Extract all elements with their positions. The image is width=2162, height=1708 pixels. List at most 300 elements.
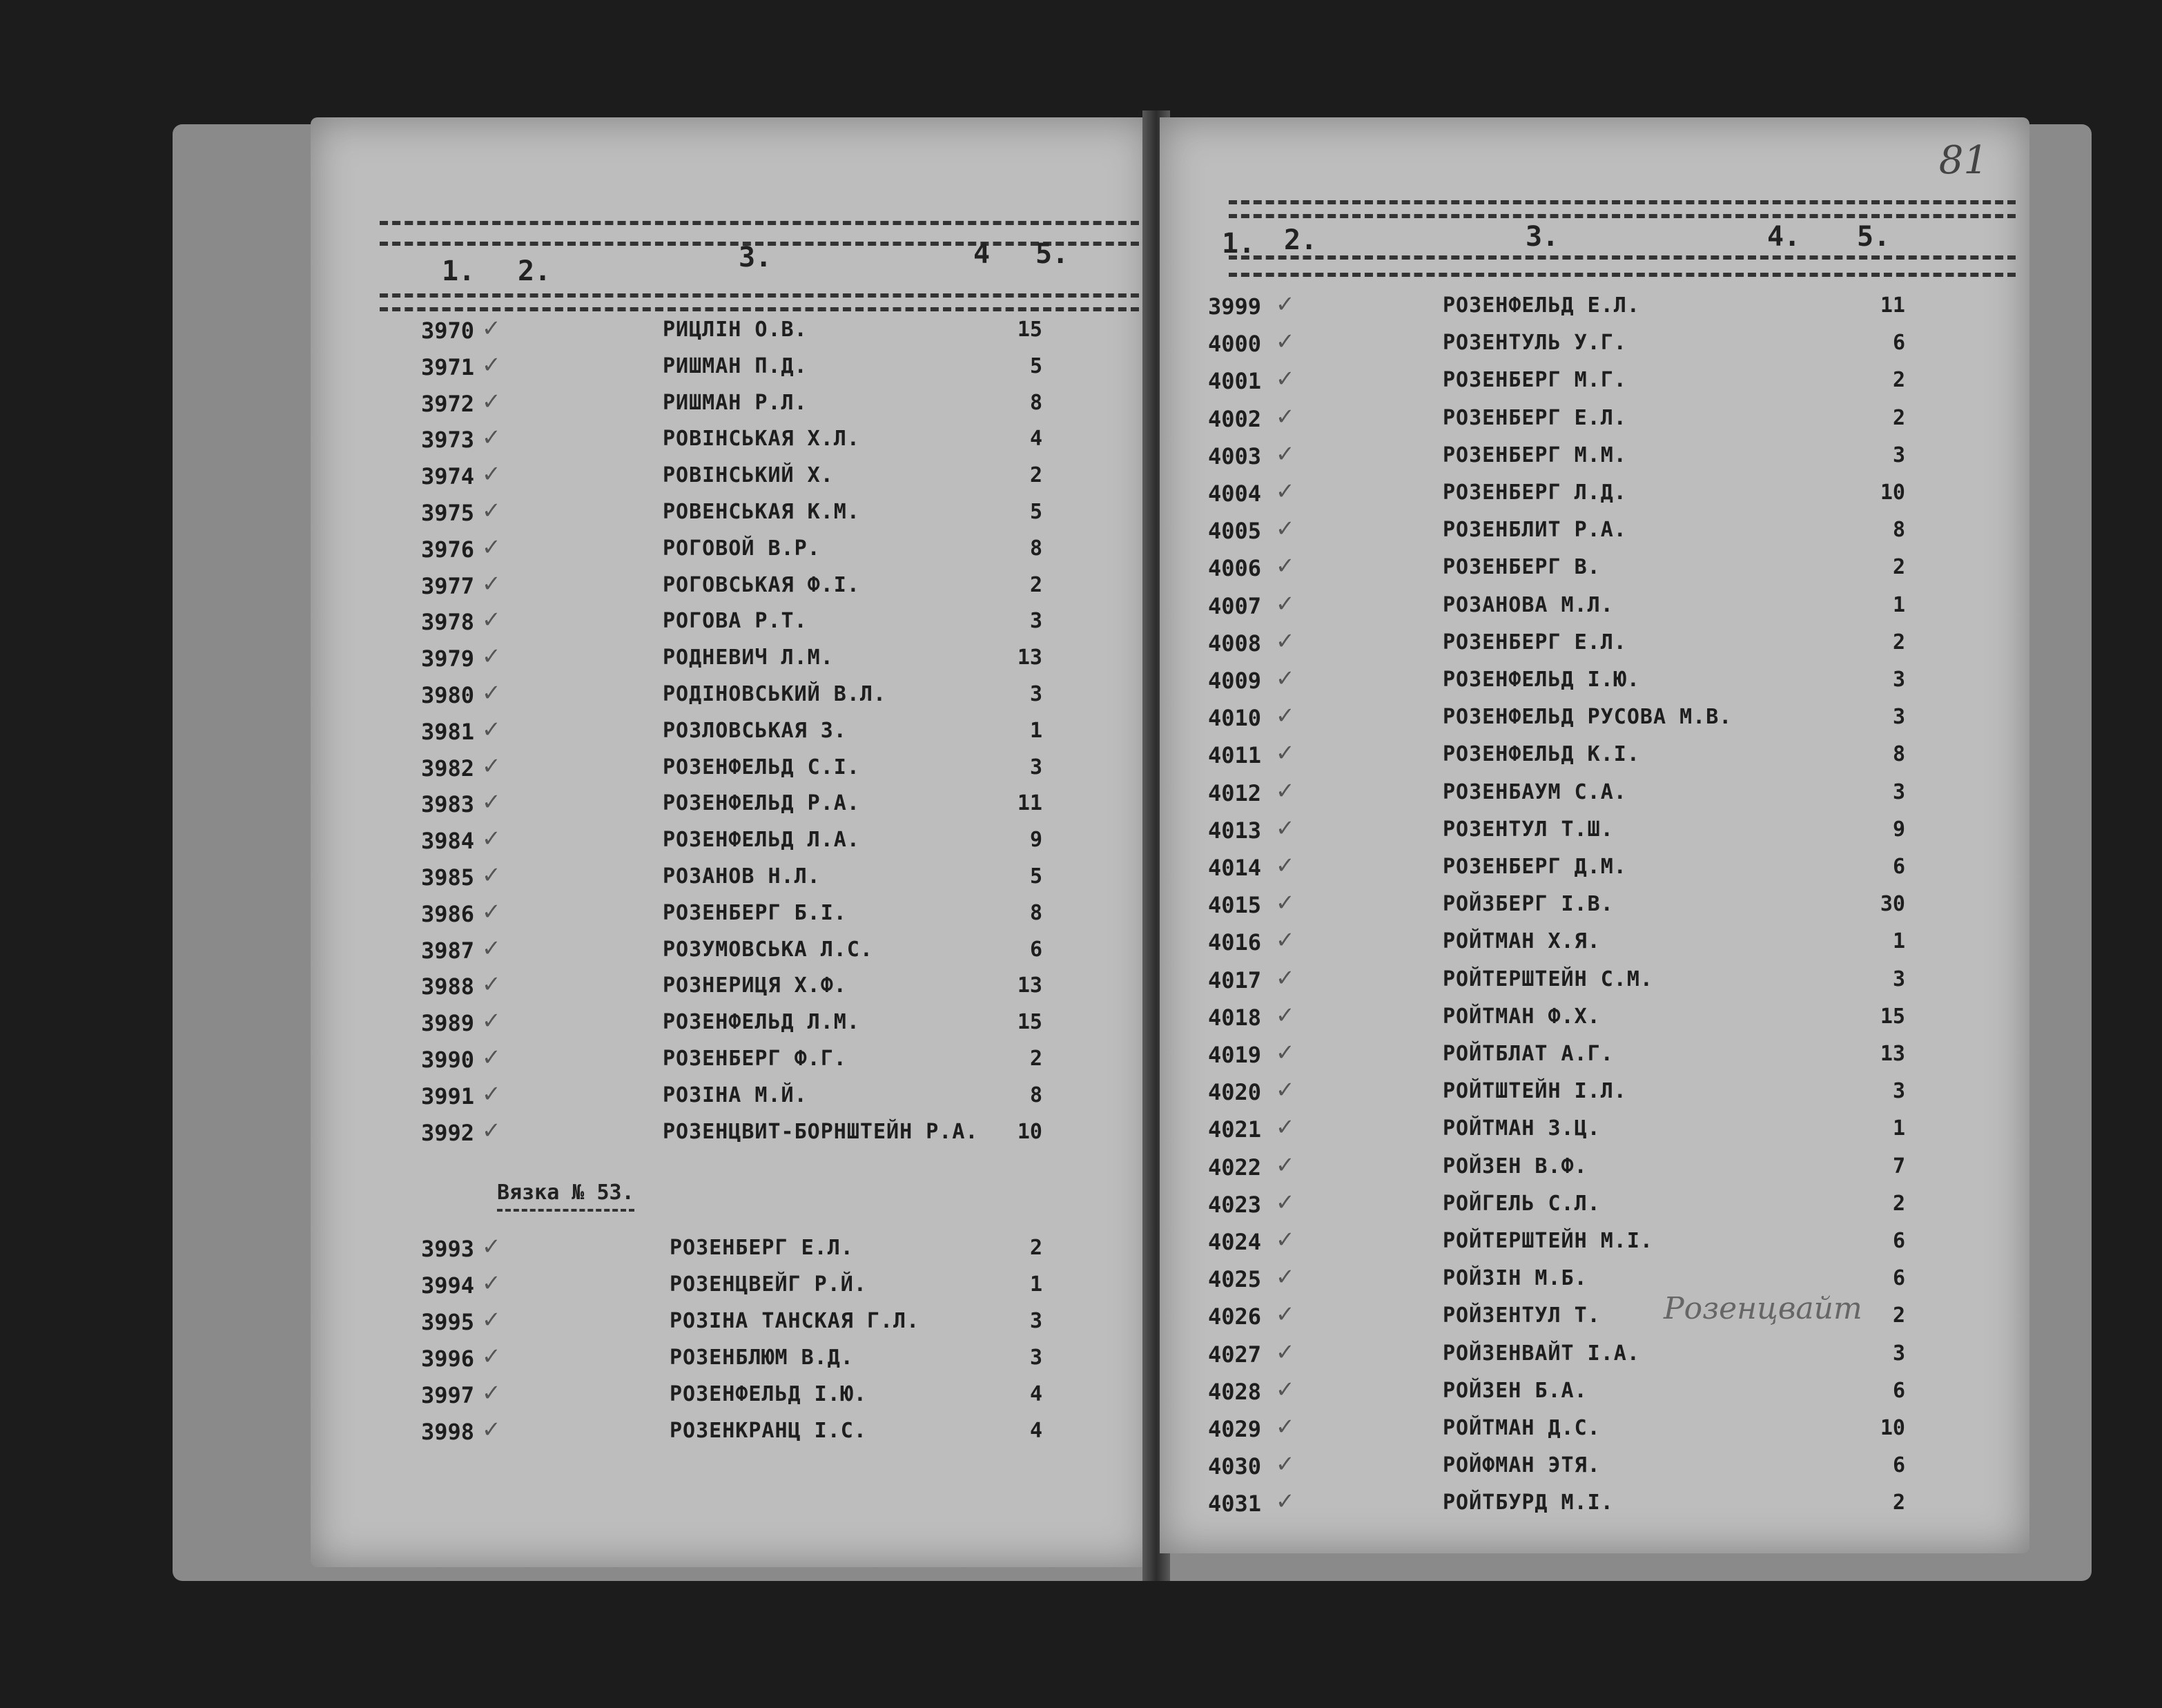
ledger-row xyxy=(1160,288,2029,329)
ledger-row xyxy=(311,567,1153,609)
row-quantity: 4 xyxy=(1029,427,1042,452)
ledger-row xyxy=(1160,1448,2029,1489)
header-rule-top2 xyxy=(1229,214,2016,218)
row-name: РОЗЕНБЕРГ Л.Д. xyxy=(1443,481,1627,505)
row-number: 4006 xyxy=(1208,555,1262,582)
check-mark-icon: ✓ xyxy=(1277,1148,1293,1179)
row-quantity: 4 xyxy=(1029,1419,1042,1443)
ledger-row xyxy=(311,312,1153,353)
row-number: 4028 xyxy=(1208,1378,1262,1405)
row-number: 3970 xyxy=(421,318,475,344)
row-number: 3994 xyxy=(421,1272,475,1299)
ledger-row xyxy=(311,786,1153,827)
row-quantity: 10 xyxy=(1880,481,1905,505)
row-quantity: 8 xyxy=(1892,518,1905,543)
ledger-row xyxy=(311,1303,1153,1345)
ledger-row xyxy=(1160,849,2029,891)
ledger-row xyxy=(311,1377,1153,1418)
row-quantity: 8 xyxy=(1029,390,1042,415)
row-name: РОЗАНОВ Н.Л. xyxy=(663,864,821,889)
row-quantity: 6 xyxy=(1892,331,1905,356)
row-number: 3990 xyxy=(421,1047,475,1073)
ledger-row xyxy=(1160,924,2029,965)
row-name: РОГОВОЙ В.Р. xyxy=(663,536,821,561)
check-mark-icon: ✓ xyxy=(1277,998,1293,1029)
check-mark-icon: ✓ xyxy=(1277,1298,1293,1329)
row-name: РОЗЕНБЕРГ Е.Л. xyxy=(1443,630,1627,654)
row-number: 4009 xyxy=(1208,668,1262,694)
left-page xyxy=(311,117,1153,1567)
row-number: 3987 xyxy=(421,937,475,964)
ledger-row xyxy=(1160,1036,2029,1078)
row-name: РОГОВА Р.Т. xyxy=(663,609,808,634)
check-mark-icon: ✓ xyxy=(1277,774,1293,805)
check-mark-icon: ✓ xyxy=(1277,1261,1293,1292)
row-quantity: 4 xyxy=(1029,1382,1042,1406)
right-page xyxy=(1160,117,2029,1553)
check-mark-icon: ✓ xyxy=(1277,325,1293,356)
check-mark-icon: ✓ xyxy=(483,421,499,452)
row-number: 3998 xyxy=(421,1419,475,1445)
check-mark-icon: ✓ xyxy=(1277,1335,1293,1366)
row-name: РОЗЕНБЕРГ Е.Л. xyxy=(1443,405,1627,430)
row-quantity: 3 xyxy=(1029,1346,1042,1370)
row-quantity: 13 xyxy=(1880,1042,1905,1066)
row-quantity: 2 xyxy=(1892,405,1905,430)
check-mark-icon: ✓ xyxy=(1277,587,1293,618)
ledger-row xyxy=(311,931,1153,973)
row-quantity: 13 xyxy=(1017,646,1042,670)
row-name: РОЙТМАН Д.С. xyxy=(1443,1416,1601,1440)
check-mark-icon: ✓ xyxy=(483,968,499,999)
row-quantity: 6 xyxy=(1892,1378,1905,1403)
row-number: 4024 xyxy=(1208,1229,1262,1255)
row-quantity: 2 xyxy=(1029,1047,1042,1071)
row-number: 4025 xyxy=(1208,1266,1262,1293)
ledger-row xyxy=(1160,1335,2029,1377)
row-number: 4015 xyxy=(1208,892,1262,919)
row-name: РОЗЕНБЕРГ Б.І. xyxy=(663,900,847,925)
ledger-row xyxy=(1160,587,2029,629)
ledger-row xyxy=(1160,475,2029,516)
row-number: 3984 xyxy=(421,828,475,855)
ledger-row xyxy=(311,1413,1153,1455)
check-mark-icon: ✓ xyxy=(1277,699,1293,730)
ledger-row xyxy=(311,822,1153,864)
check-mark-icon: ✓ xyxy=(1277,624,1293,655)
check-mark-icon: ✓ xyxy=(1277,475,1293,505)
ledger-row xyxy=(1160,624,2029,666)
row-name: РОЙЗЕНТУЛ Т. xyxy=(1443,1303,1601,1328)
col-header-5: 5. xyxy=(1035,238,1069,270)
row-name: РОЗЕНБЛИТ Р.А. xyxy=(1443,518,1627,543)
row-number: 3983 xyxy=(421,791,475,818)
row-quantity: 15 xyxy=(1880,1004,1905,1029)
check-mark-icon: ✓ xyxy=(1277,1485,1293,1516)
col-header-4: 4 xyxy=(973,238,991,270)
check-mark-icon: ✓ xyxy=(483,712,499,744)
row-number: 3995 xyxy=(421,1309,475,1335)
check-mark-icon: ✓ xyxy=(483,1340,499,1370)
row-name: РОЗАНОВА М.Л. xyxy=(1443,592,1614,617)
check-mark-icon: ✓ xyxy=(1277,1448,1293,1479)
ledger-row xyxy=(311,1114,1153,1156)
ledger-row xyxy=(311,640,1153,681)
row-quantity: 30 xyxy=(1880,892,1905,917)
row-quantity: 2 xyxy=(1892,1191,1905,1216)
check-mark-icon: ✓ xyxy=(483,567,499,598)
handwritten-note: Розенцвайт xyxy=(1664,1291,1862,1326)
row-name: РОЗЕНБЕРГ В. xyxy=(1443,555,1601,580)
col-header-3: 3. xyxy=(1526,221,1559,253)
ledger-row xyxy=(311,421,1153,463)
row-name: РОЙЗЕН В.Ф. xyxy=(1443,1154,1588,1178)
row-name: РОЙТМАН З.Ц. xyxy=(1443,1116,1601,1141)
row-number: 3980 xyxy=(421,682,475,708)
row-name: РОЗЕНФЕЛЬД С.І. xyxy=(663,755,860,779)
row-quantity: 1 xyxy=(1029,1272,1042,1297)
row-quantity: 3 xyxy=(1892,1079,1905,1104)
col-header-4: 4. xyxy=(1767,221,1801,253)
ledger-row xyxy=(1160,774,2029,816)
row-quantity: 8 xyxy=(1029,536,1042,561)
ledger-row xyxy=(1160,512,2029,554)
check-mark-icon: ✓ xyxy=(1277,886,1293,918)
row-name: РОВЕНСЬКАЯ К.М. xyxy=(663,500,860,524)
row-quantity: 2 xyxy=(1029,1236,1042,1260)
check-mark-icon: ✓ xyxy=(483,640,499,671)
ledger-row xyxy=(1160,1298,2029,1339)
row-number: 4027 xyxy=(1208,1341,1262,1368)
row-number: 3997 xyxy=(421,1382,475,1408)
ledger-row xyxy=(1160,362,2029,404)
row-quantity: 5 xyxy=(1029,353,1042,378)
check-mark-icon: ✓ xyxy=(483,786,499,817)
check-mark-icon: ✓ xyxy=(1277,1372,1293,1404)
row-quantity: 5 xyxy=(1029,500,1042,524)
ledger-row xyxy=(1160,737,2029,778)
row-quantity: 15 xyxy=(1017,1010,1042,1035)
ledger-row xyxy=(1160,1185,2029,1227)
ledger-row xyxy=(311,1077,1153,1119)
row-quantity: 3 xyxy=(1892,443,1905,467)
row-number: 4020 xyxy=(1208,1079,1262,1106)
ledger-row xyxy=(311,749,1153,791)
row-number: 3986 xyxy=(421,900,475,927)
row-number: 3996 xyxy=(421,1346,475,1372)
row-quantity: 10 xyxy=(1880,1416,1905,1440)
row-number: 4000 xyxy=(1208,331,1262,358)
row-number: 4018 xyxy=(1208,1004,1262,1031)
ledger-row xyxy=(1160,1372,2029,1415)
row-quantity: 15 xyxy=(1017,318,1042,342)
ledger-row xyxy=(311,603,1153,645)
row-quantity: 3 xyxy=(1892,779,1905,804)
col-header-2: 2. xyxy=(1284,224,1318,256)
row-number: 4011 xyxy=(1208,742,1262,769)
row-name: РОЙФМАН ЭТЯ. xyxy=(1443,1453,1601,1478)
row-number: 3972 xyxy=(421,390,475,417)
ledger-row xyxy=(1160,1223,2029,1265)
header-rule-top xyxy=(380,221,1139,225)
ledger-row xyxy=(1160,550,2029,591)
check-mark-icon: ✓ xyxy=(1277,1223,1293,1254)
ledger-row xyxy=(311,1340,1153,1381)
ledger-row xyxy=(311,859,1153,900)
row-number: 4008 xyxy=(1208,630,1262,657)
row-number: 4021 xyxy=(1208,1116,1262,1143)
ledger-row xyxy=(311,1005,1153,1046)
row-name: РОЙТЕРШТЕЙН М.І. xyxy=(1443,1229,1653,1253)
row-quantity: 7 xyxy=(1892,1154,1905,1178)
check-mark-icon: ✓ xyxy=(1277,362,1293,394)
row-name: РОЗЕНБЕРГ М.М. xyxy=(1443,443,1627,467)
row-quantity: 2 xyxy=(1892,555,1905,580)
col-header-1: 1. xyxy=(1222,228,1256,260)
row-number: 3978 xyxy=(421,609,475,636)
row-name: РОЗЕНБЕРГ Д.М. xyxy=(1443,855,1627,879)
check-mark-icon: ✓ xyxy=(1277,849,1293,880)
check-mark-icon: ✓ xyxy=(483,603,499,634)
row-name: РОЙЗБЕРГ І.В. xyxy=(1443,892,1614,917)
row-name: РИШМАН Р.Л. xyxy=(663,390,808,415)
row-number: 4005 xyxy=(1208,518,1262,545)
check-mark-icon: ✓ xyxy=(1277,737,1293,768)
row-number: 4014 xyxy=(1208,855,1262,881)
check-mark-icon: ✓ xyxy=(1277,512,1293,543)
row-name: РОЗЕНФЕЛЬД К.І. xyxy=(1443,742,1640,767)
row-name: РОДНЕВИЧ Л.М. xyxy=(663,646,834,670)
row-name: РОЗЕНФЕЛЬД Л.М. xyxy=(663,1010,860,1035)
row-number: 4016 xyxy=(1208,929,1262,956)
row-name: РИЦЛІН О.В. xyxy=(663,318,808,342)
ledger-row xyxy=(311,385,1153,427)
row-quantity: 11 xyxy=(1017,791,1042,816)
row-name: РОВІНСЬКИЙ Х. xyxy=(663,463,834,488)
row-quantity: 1 xyxy=(1892,929,1905,954)
row-quantity: 6 xyxy=(1029,937,1042,962)
header-rule-top xyxy=(1229,200,2016,204)
row-number: 4007 xyxy=(1208,592,1262,619)
ledger-row xyxy=(1160,699,2029,741)
ledger-row xyxy=(1160,1485,2029,1526)
folio-number: 81 xyxy=(1938,138,1988,183)
row-quantity: 2 xyxy=(1029,463,1042,488)
check-mark-icon: ✓ xyxy=(1277,1074,1293,1105)
row-quantity: 6 xyxy=(1892,1266,1905,1291)
check-mark-icon: ✓ xyxy=(483,1413,499,1444)
check-mark-icon: ✓ xyxy=(483,931,499,962)
ledger-row xyxy=(311,968,1153,1009)
check-mark-icon: ✓ xyxy=(1277,811,1293,842)
header-rule-bottom2 xyxy=(1229,273,2016,277)
row-quantity: 10 xyxy=(1017,1119,1042,1144)
ledger-row xyxy=(1160,437,2029,479)
row-number: 3979 xyxy=(421,646,475,672)
row-name: РОЗЕНБЛЮМ В.Д. xyxy=(670,1346,854,1370)
row-name: РОЙЗЕН Б.А. xyxy=(1443,1378,1588,1403)
row-name: РОЗІНА М.Й. xyxy=(663,1083,808,1107)
check-mark-icon: ✓ xyxy=(483,1267,499,1297)
row-name: РОГОВСЬКАЯ Ф.І. xyxy=(663,572,860,597)
row-name: РОЗЕНЦВИТ-БОРНШТЕЙН Р.А. xyxy=(663,1119,979,1144)
header-rule-bottom xyxy=(1229,255,2016,260)
row-number: 3985 xyxy=(421,864,475,891)
row-number: 4030 xyxy=(1208,1453,1262,1480)
row-name: РОЗЕНТУЛ Т.Ш. xyxy=(1443,817,1614,842)
row-name: РОВІНСЬКАЯ Х.Л. xyxy=(663,427,860,452)
ledger-row xyxy=(1160,1148,2029,1190)
check-mark-icon: ✓ xyxy=(483,1005,499,1036)
row-name: РОЙЗЕНВАЙТ І.А. xyxy=(1443,1341,1640,1366)
row-name: РОЗЕНЦВЕЙГ Р.Й. xyxy=(670,1272,867,1297)
row-number: 3974 xyxy=(421,463,475,490)
row-quantity: 3 xyxy=(1029,755,1042,779)
col-header-3: 3. xyxy=(739,242,772,273)
ledger-row xyxy=(1160,400,2029,442)
row-number: 4010 xyxy=(1208,705,1262,732)
row-quantity: 1 xyxy=(1029,718,1042,743)
col-header-5: 5. xyxy=(1857,221,1891,253)
row-quantity: 9 xyxy=(1892,817,1905,842)
row-name: РОЙТБЛАТ А.Г. xyxy=(1443,1042,1614,1066)
row-number: 4013 xyxy=(1208,817,1262,844)
row-quantity: 1 xyxy=(1892,1116,1905,1141)
check-mark-icon: ✓ xyxy=(1277,1410,1293,1441)
row-quantity: 8 xyxy=(1892,742,1905,767)
row-quantity: 13 xyxy=(1017,973,1042,998)
row-name: РОЗЕНФЕЛЬД Е.Л. xyxy=(1443,293,1640,318)
check-mark-icon: ✓ xyxy=(483,677,499,707)
row-name: РОЗЕНБЕРГ Е.Л. xyxy=(670,1236,854,1260)
row-name: РОЙТШТЕЙН І.Л. xyxy=(1443,1079,1627,1104)
check-mark-icon: ✓ xyxy=(1277,662,1293,692)
ledger-row xyxy=(311,1041,1153,1083)
row-name: РОЗЕНБЕРГ Ф.Г. xyxy=(663,1047,847,1071)
row-number: 3992 xyxy=(421,1119,475,1146)
row-name: РОЗЕНКРАНЦ І.С. xyxy=(670,1419,867,1443)
row-number: 3982 xyxy=(421,755,475,782)
check-mark-icon: ✓ xyxy=(483,895,499,926)
row-number: 4031 xyxy=(1208,1491,1262,1517)
check-mark-icon: ✓ xyxy=(1277,437,1293,468)
ledger-row xyxy=(1160,325,2029,367)
row-name: РОЗЛОВСЬКАЯ З. xyxy=(663,718,847,743)
row-name: РОЙТБУРД М.І. xyxy=(1443,1491,1614,1515)
row-number: 4003 xyxy=(1208,443,1262,469)
ledger-row xyxy=(1160,1111,2029,1152)
row-number: 3989 xyxy=(421,1010,475,1037)
col-header-2: 2. xyxy=(518,255,552,287)
row-quantity: 9 xyxy=(1029,828,1042,853)
row-name: РОЗЕНФЕЛЬД Р.А. xyxy=(663,791,860,816)
col-header-1: 1. xyxy=(442,255,476,287)
ledger-row xyxy=(1160,662,2029,703)
check-mark-icon: ✓ xyxy=(483,1303,499,1334)
check-mark-icon: ✓ xyxy=(1277,1185,1293,1216)
row-number: 4019 xyxy=(1208,1042,1262,1068)
row-number: 3993 xyxy=(421,1236,475,1262)
row-name: РОЗНЕРИЦЯ Х.Ф. xyxy=(663,973,847,998)
row-quantity: 6 xyxy=(1892,1453,1905,1478)
header-rule-bottom xyxy=(380,293,1139,298)
check-mark-icon: ✓ xyxy=(1277,550,1293,581)
check-mark-icon: ✓ xyxy=(483,494,499,525)
row-name: РОЗЕНБЕРГ М.Г. xyxy=(1443,368,1627,393)
row-number: 3971 xyxy=(421,353,475,380)
row-number: 4002 xyxy=(1208,405,1262,432)
ledger-row xyxy=(311,712,1153,755)
row-name: РИШМАН П.Д. xyxy=(663,353,808,378)
ledger-row xyxy=(311,348,1153,390)
row-quantity: 6 xyxy=(1892,855,1905,879)
ledger-row xyxy=(311,530,1153,572)
row-number: 3988 xyxy=(421,973,475,1000)
check-mark-icon: ✓ xyxy=(483,458,499,489)
ledger-row xyxy=(1160,811,2029,853)
row-name: РОЗЕНТУЛЬ У.Г. xyxy=(1443,331,1627,356)
check-mark-icon: ✓ xyxy=(1277,924,1293,955)
ledger-row xyxy=(311,494,1153,536)
row-name: РОЙТМАН Х.Я. xyxy=(1443,929,1601,954)
row-number: 4017 xyxy=(1208,967,1262,993)
check-mark-icon: ✓ xyxy=(1277,961,1293,992)
row-number: 4012 xyxy=(1208,779,1262,806)
row-quantity: 5 xyxy=(1029,864,1042,889)
row-quantity: 3 xyxy=(1892,967,1905,991)
row-name: РОЗЕНБАУМ С.А. xyxy=(1443,779,1627,804)
check-mark-icon: ✓ xyxy=(483,749,499,780)
ledger-row xyxy=(1160,1410,2029,1452)
row-number: 4001 xyxy=(1208,368,1262,395)
row-number: 3973 xyxy=(421,427,475,454)
row-number: 3976 xyxy=(421,536,475,563)
row-quantity: 2 xyxy=(1892,1303,1905,1328)
row-quantity: 3 xyxy=(1892,1341,1905,1366)
row-number: 3975 xyxy=(421,500,475,526)
ledger-row xyxy=(1160,1261,2029,1302)
row-number: 3999 xyxy=(1208,293,1262,320)
row-name: РОЗІНА ТАНСКАЯ Г.Л. xyxy=(670,1309,920,1333)
row-number: 4029 xyxy=(1208,1416,1262,1442)
row-name: РОЗЕНФЕЛЬД І.Ю. xyxy=(670,1382,867,1406)
check-mark-icon: ✓ xyxy=(483,859,499,889)
row-quantity: 3 xyxy=(1892,668,1905,692)
row-quantity: 2 xyxy=(1892,630,1905,654)
row-number: 4023 xyxy=(1208,1191,1262,1218)
row-number: 4004 xyxy=(1208,481,1262,507)
row-name: РОЗЕНФЕЛЬД І.Ю. xyxy=(1443,668,1640,692)
row-quantity: 11 xyxy=(1880,293,1905,318)
check-mark-icon: ✓ xyxy=(483,1230,499,1261)
row-name: РОДІНОВСЬКИЙ В.Л. xyxy=(663,682,887,706)
check-mark-icon: ✓ xyxy=(483,348,499,379)
row-name: РОЗЕНФЕЛЬД РУСОВА М.В. xyxy=(1443,705,1733,730)
check-mark-icon: ✓ xyxy=(1277,1036,1293,1067)
check-mark-icon: ✓ xyxy=(483,312,499,342)
row-number: 3977 xyxy=(421,572,475,599)
row-quantity: 1 xyxy=(1892,592,1905,617)
row-quantity: 2 xyxy=(1892,1491,1905,1515)
ledger-row xyxy=(1160,998,2029,1040)
ledger-row xyxy=(311,458,1153,499)
ledger-row xyxy=(311,677,1153,718)
row-quantity: 3 xyxy=(1029,609,1042,634)
check-mark-icon: ✓ xyxy=(483,822,499,853)
row-quantity: 3 xyxy=(1029,682,1042,706)
ledger-row xyxy=(1160,1074,2029,1115)
row-quantity: 2 xyxy=(1029,572,1042,597)
